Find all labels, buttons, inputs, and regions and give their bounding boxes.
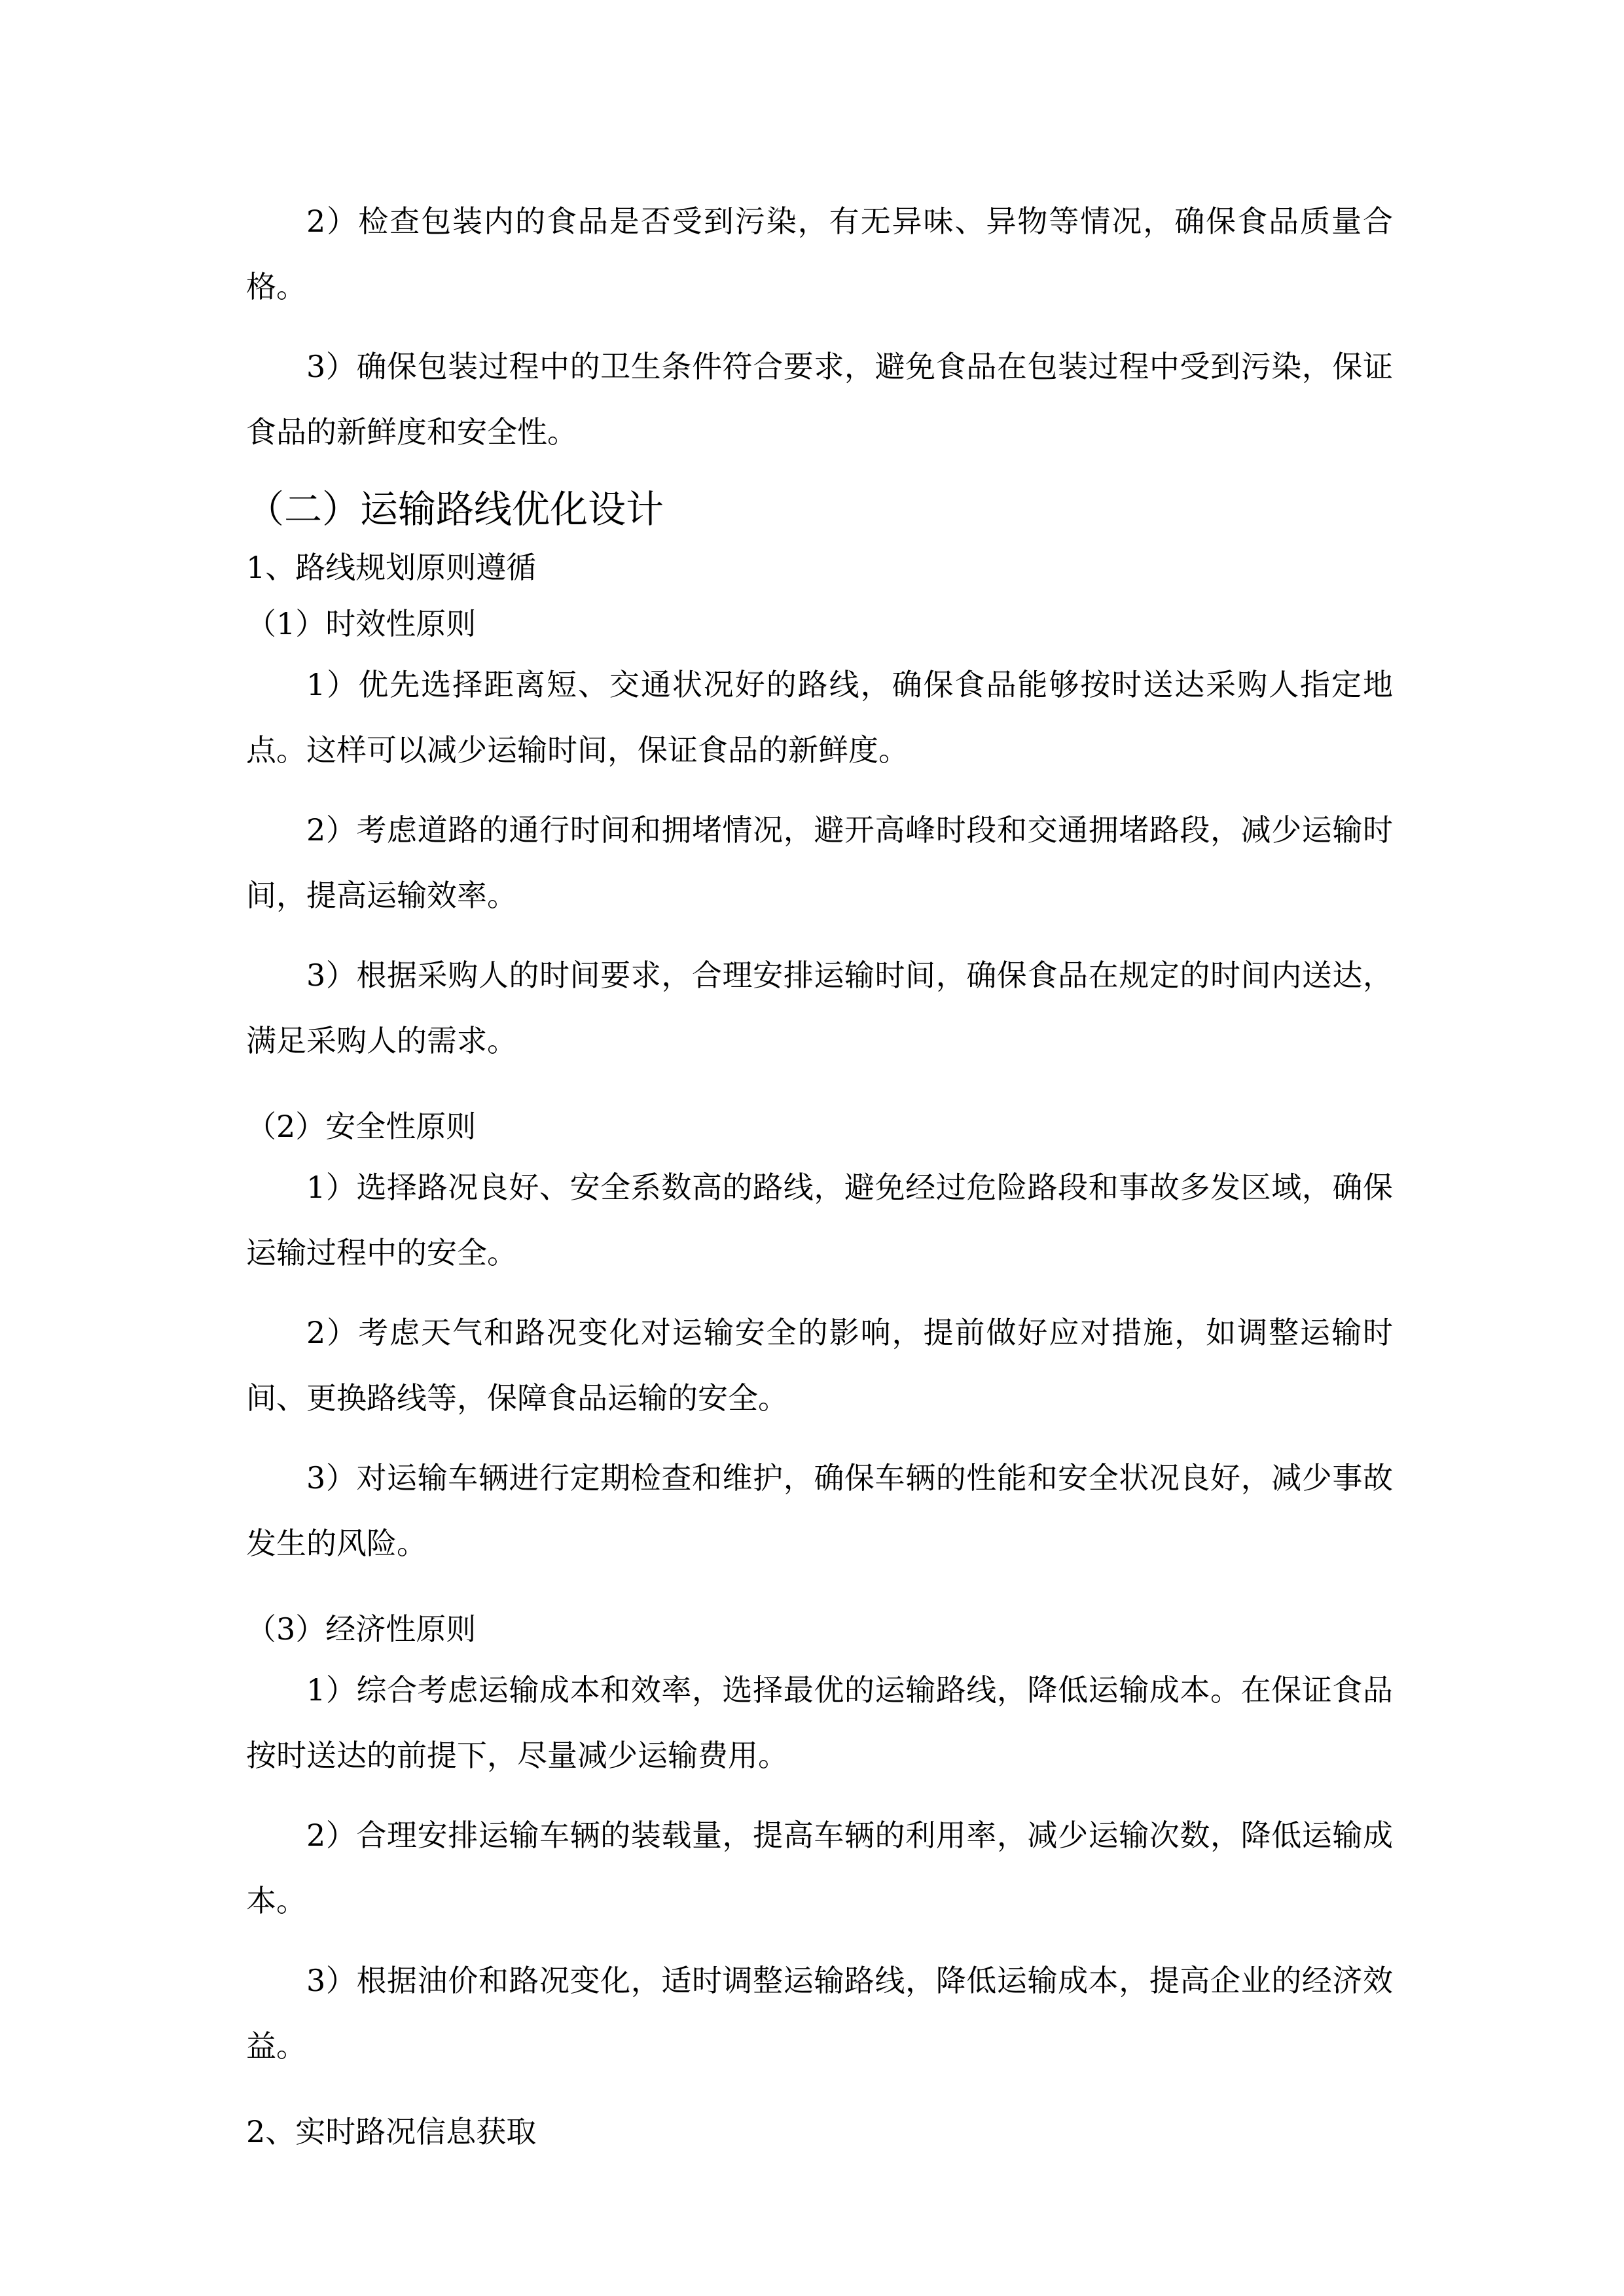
principle-heading: （2）安全性原则 [246, 1109, 477, 1144]
spacer [246, 1088, 1393, 1098]
paragraph: 1）选择路况良好、安全系数高的路线，避免经过危险路段和事故多发区域，确保运输过程中的安全。 [246, 1170, 1393, 1270]
subsection-heading: 1、路线规划原则遵循 [246, 550, 537, 585]
paragraph: 3）对运输车辆进行定期检查和维护，确保车辆的性能和安全状况良好，减少事故发生的风险。 [246, 1460, 1393, 1561]
paragraph: 1）优先选择距离短、交通状况好的路线，确保食品能够按时送达采购人指定地点。这样可以减少运输时间，保证食品的新鲜度。 [246, 667, 1393, 768]
paragraph: 3）根据油价和路况变化，适时调整运输路线，降低运输成本，提高企业的经济效益。 [246, 1963, 1393, 2064]
document-body [246, 188, 1393, 2160]
paragraph: 3）确保包装过程中的卫生条件符合要求，避免食品在包装过程中受到污染，保证食品的新鲜度和安全性。 [246, 349, 1393, 450]
principle-heading: （1）时效性原则 [246, 606, 477, 641]
paragraph: 1）综合考虑运输成本和效率，选择最优的运输路线，降低运输成本。在保证食品按时送达的前提下，尽量减少运输费用。 [246, 1672, 1393, 1773]
paragraph: 2）检查包装内的食品是否受到污染，有无异味、异物等情况，确保食品质量合格。 [246, 204, 1393, 304]
spacer [246, 1590, 1393, 1601]
subsection-heading: 2、实时路况信息获取 [246, 2114, 537, 2149]
principle-heading: （3）经济性原则 [246, 1611, 477, 1647]
paragraph: 2）考虑道路的通行时间和拥堵情况，避开高峰时段和交通拥堵路段，减少运输时间，提高运输效率。 [246, 812, 1393, 913]
spacer [246, 2093, 1393, 2104]
section-heading: （二）运输路线优化设计 [246, 487, 664, 531]
paragraph: 2）合理安排运输车辆的装载量，提高车辆的利用率，减少运输次数，降低运输成本。 [246, 1818, 1393, 1918]
paragraph: 3）根据采购人的时间要求，合理安排运输时间，确保食品在规定的时间内送达，满足采购人的需求。 [246, 958, 1393, 1058]
paragraph: 2）考虑天气和路况变化对运输安全的影响，提前做好应对措施，如调整运输时间、更换路线等，保障食品运输的安全。 [246, 1315, 1393, 1416]
